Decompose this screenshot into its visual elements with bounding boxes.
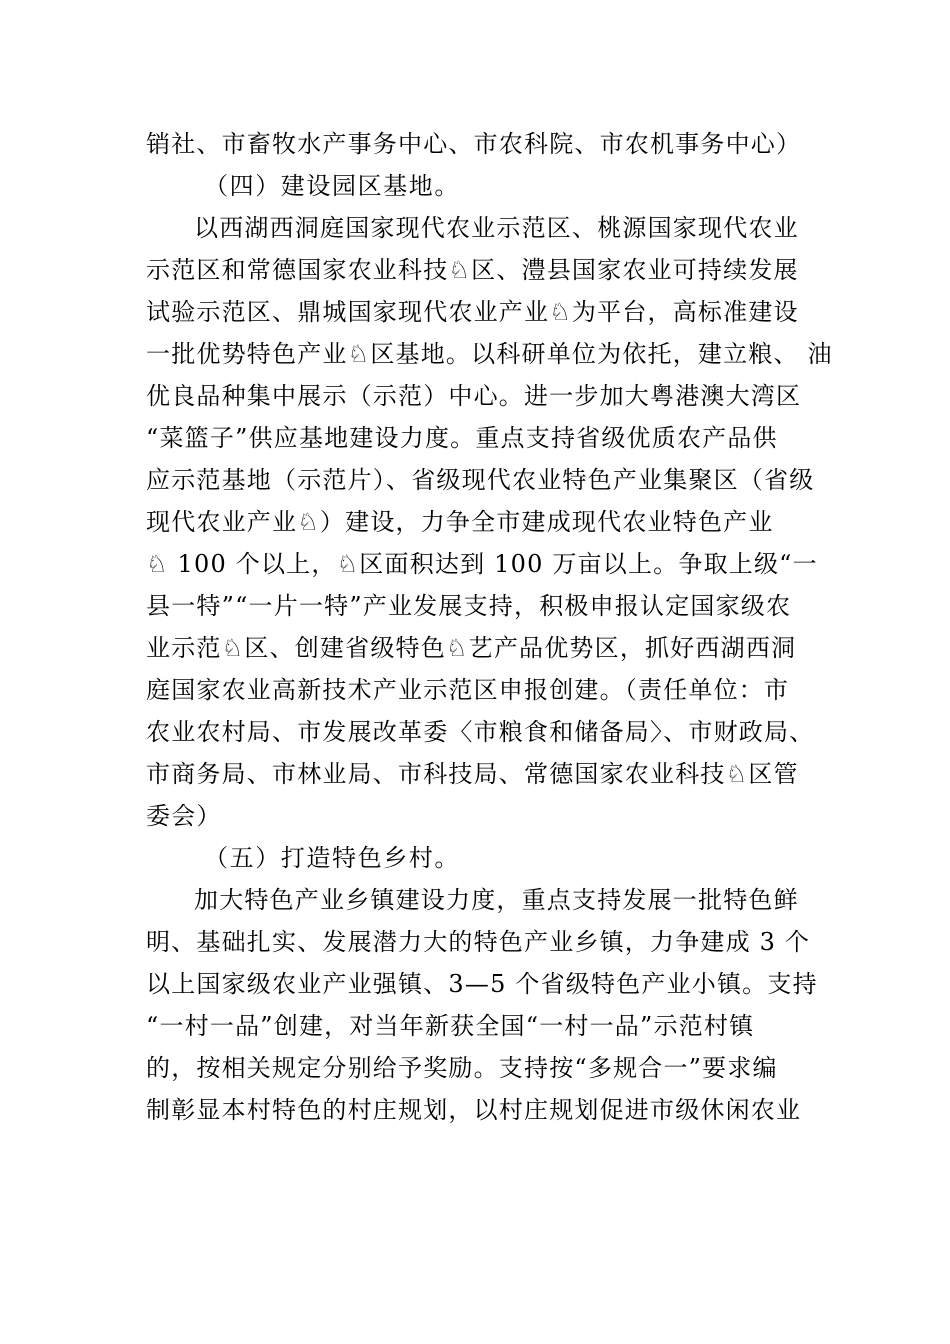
paragraph-line: 现代农业产业♘）建设，力争全市建成现代农业特色产业 xyxy=(146,508,774,536)
paragraph-line: 县一特”“一片一特”产业发展支持，积极申报认定国家级农 xyxy=(146,592,792,620)
section-heading-four: （四）建设园区基地。 xyxy=(204,172,460,200)
paragraph-line: 以上国家级农业产业强镇、3—5 个省级特色产业小镇。支持 xyxy=(146,970,818,998)
text-line-continuation: 销社、市畜牧水产事务中心、市农科院、市农机事务中心） xyxy=(146,130,802,158)
paragraph-line: “菜篮子”供应基地建设力度。重点支持省级优质农产品供 xyxy=(146,424,778,452)
paragraph-line: 试验示范区、鼎城国家现代农业产业♘为平台，高标准建设 xyxy=(146,298,799,326)
paragraph-line: “一村一品”创建，对当年新获全国“一村一品”示范村镇 xyxy=(146,1012,755,1040)
paragraph-line: 市商务局、市林业局、市科技局、常德国家农业科技♘区管 xyxy=(146,760,799,788)
paragraph-line: 委会） xyxy=(146,802,222,830)
paragraph-line: 农业农村局、市发展改革委〈市粮食和储备局〉、市财政局、 xyxy=(146,718,815,746)
paragraph-line: 加大特色产业乡镇建设力度，重点支持发展一批特色鲜 xyxy=(194,886,799,914)
paragraph-line: 应示范基地（示范片）、省级现代农业特色产业集聚区（省级 xyxy=(146,466,815,494)
paragraph-line: 的，按相关规定分别给予奖励。支持按“多规合一”要求编 xyxy=(146,1054,778,1082)
paragraph-line: ♘ 100 个以上，♘区面积达到 100 万亩以上。争取上级“一 xyxy=(146,550,818,578)
paragraph-line: 庭国家农业高新技术产业示范区申报创建。（责任单位：市 xyxy=(146,676,790,704)
section-heading-five: （五）打造特色乡村。 xyxy=(204,844,460,872)
paragraph-line: 示范区和常德国家农业科技♘区、澧县国家农业可持续发展 xyxy=(146,256,799,284)
paragraph-line: 明、基础扎实、发展潜力大的特色产业乡镇，力争建成 3 个 xyxy=(146,928,811,956)
paragraph-line: 优良品种集中展示（示范）中心。进一步加大粤港澳大湾区 xyxy=(146,382,802,410)
paragraph-line: 制彰显本村特色的村庄规划，以村庄规划促进市级休闲农业 xyxy=(146,1096,802,1124)
paragraph-line: 一批优势特色产业♘区基地。以科研单位为依托，建立粮、 油 xyxy=(146,340,833,368)
paragraph-line: 以西湖西洞庭国家现代农业示范区、桃源国家现代农业 xyxy=(194,214,799,242)
paragraph-line: 业示范♘区、创建省级特色♘艺产品优势区，抓好西湖西洞 xyxy=(146,634,797,662)
